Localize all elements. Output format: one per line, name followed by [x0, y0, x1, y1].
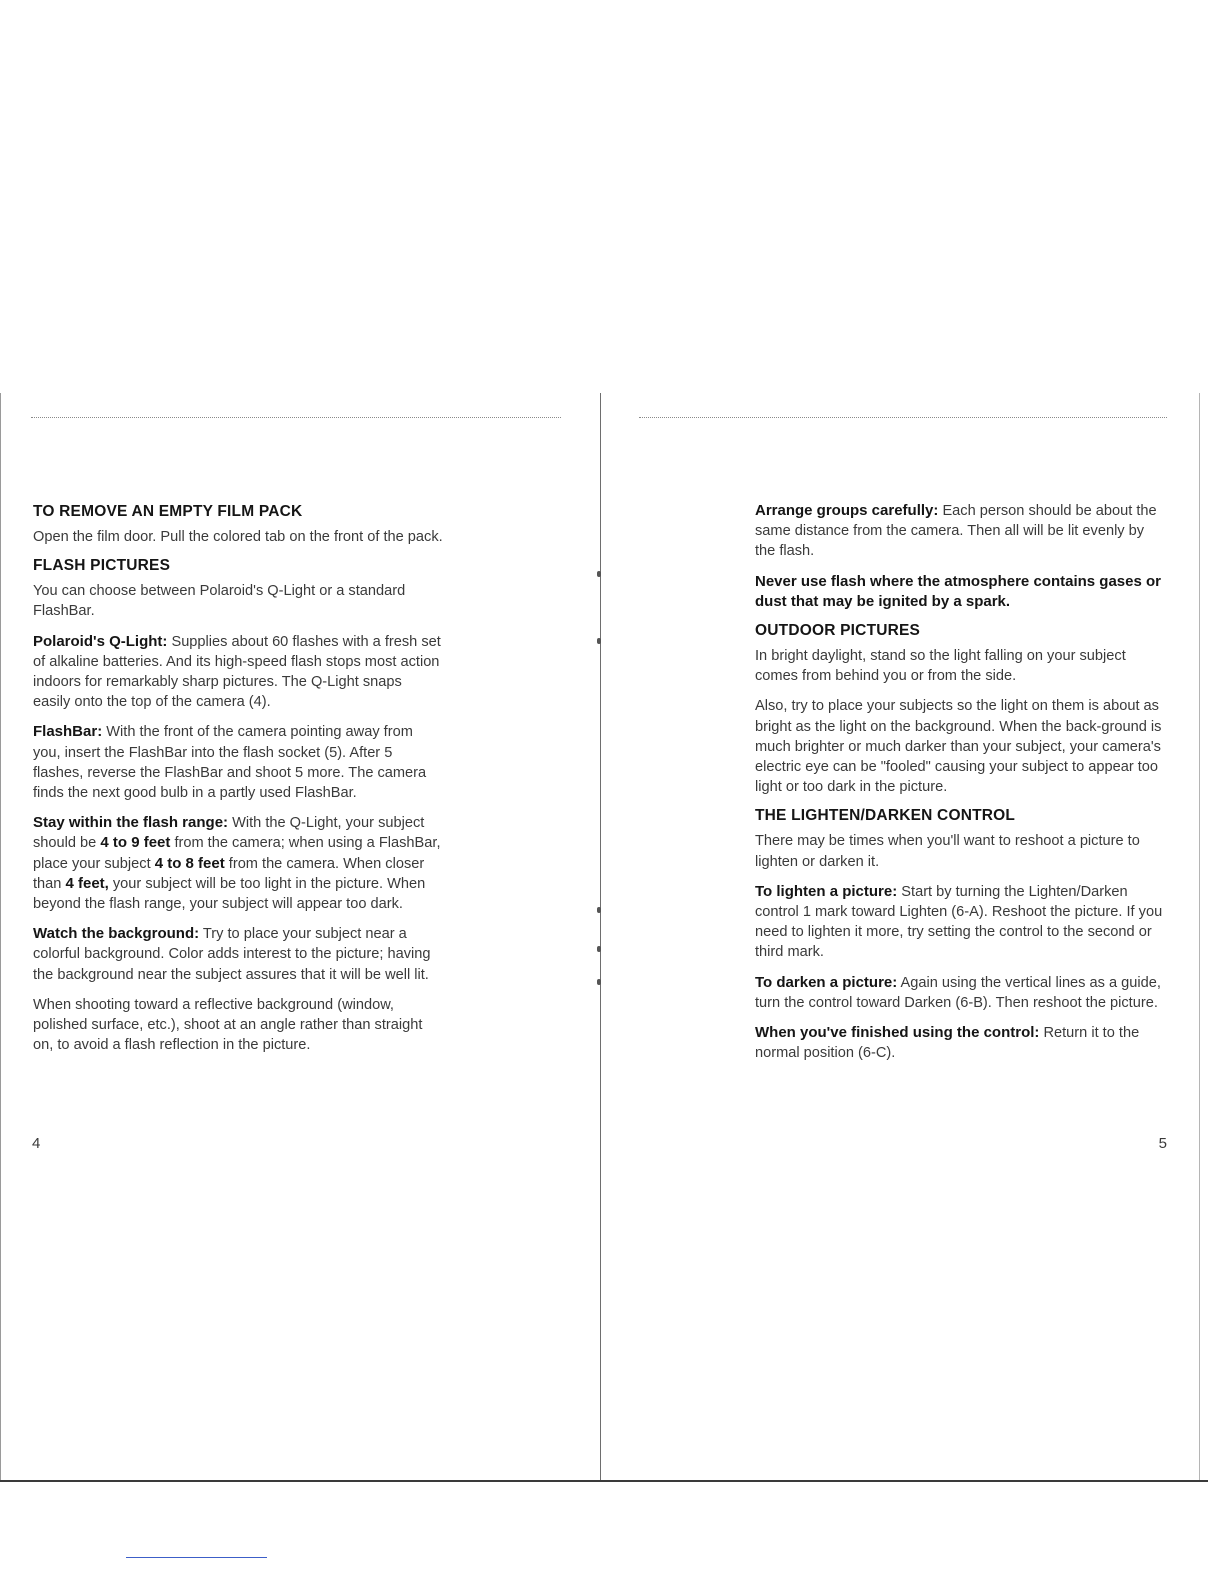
background-paragraph [33, 924, 443, 985]
flash-range-paragraph [33, 813, 443, 914]
page-left [0, 393, 601, 1482]
reflective-background-text: When shooting toward a reflective background (window, polished surface, etc.), shoot at an angle rather than straight on, to avoid a flash reflection in the picture. [33, 996, 423, 1054]
flashbar-text: With the front of the camera pointing away from you, insert the FlashBar into the flash socket (5). After 5 flashes, reverse the FlashBar and shoot 5 more. The camera finds the next good bulb in a partly used FlashBar. [33, 724, 427, 802]
lighten-paragraph [755, 882, 1167, 963]
page-right [600, 393, 1200, 1482]
groups-text: Each person should be about the same distance from the camera. Then all will be lit evenly by the flash. [755, 503, 1157, 560]
binding-mark [597, 907, 601, 913]
binding-mark [597, 946, 601, 952]
flash-range-flashbar-distance: 4 to 8 feet [154, 854, 225, 872]
flash-range-qlight-distance: 4 to 9 feet [100, 834, 171, 852]
flash-range-text-1: With the Q-Light, your subject should be [33, 815, 425, 852]
scan-footer-line [126, 1557, 267, 1558]
qlight-text: Supplies about 60 flashes with a fresh set of alkaline batteries. And its high-speed flash stops most action indoors for remarkably sharp pictures. The Q-Light snaps easily onto the top of the camera (4). [33, 633, 441, 711]
darken-lead: To darken a picture: [755, 973, 898, 991]
finished-text: Return it to the normal position (6-C). [755, 1025, 1140, 1062]
groups-paragraph [755, 501, 1167, 562]
spread-bottom-edge [0, 1480, 1208, 1482]
outdoor-text-2: Also, try to place your subjects so the light on them is about as bright as the light on the background. When the back-ground is much brighter or much darker than your subject, your camera's electric eye can be "fooled" causing your subject to appear too light or too dark in the picture. [755, 698, 1162, 796]
darken-paragraph [755, 973, 1167, 1013]
page-number-right: 5 [1158, 1135, 1167, 1152]
flash-range-text-3: from the camera. When closer than [33, 855, 425, 892]
control-intro-text: There may be times when you'll want to reshoot a picture to lighten or darken it. [755, 833, 1140, 870]
flash-range-lead: Stay within the flash range: [33, 814, 229, 832]
finished-lead: When you've finished using the control: [755, 1024, 1040, 1042]
background-text: Try to place your subject near a colorful background. Color adds interest to the picture; having the background near the subject assures that it will be well lit. [33, 926, 431, 983]
flash-range-text-4: your subject will be too light in the picture. When beyond the flash range, your subject will appear too dark. [33, 875, 426, 913]
binding-mark [597, 638, 601, 644]
groups-lead: Arrange groups carefully: [755, 502, 939, 519]
flashbar-lead: FlashBar: [33, 723, 103, 741]
heading-remove-film-pack: TO REMOVE AN EMPTY FILM PACK [33, 503, 303, 520]
left-column [33, 503, 443, 1065]
page-number-left: 4 [32, 1135, 41, 1152]
finished-paragraph [755, 1023, 1167, 1063]
lighten-lead: To lighten a picture: [755, 882, 898, 900]
qlight-paragraph [33, 632, 443, 713]
manual-spread [0, 393, 1224, 1482]
binding-mark [597, 979, 601, 985]
qlight-lead: Polaroid's Q-Light: [33, 632, 168, 650]
darken-text: Again using the vertical lines as a guide, turn the control toward Darken (6-B). Then reshoot the picture. [755, 974, 1161, 1011]
top-rule [31, 417, 561, 418]
heading-lighten-darken-control: THE LIGHTEN/DARKEN CONTROL [755, 807, 1016, 825]
flash-range-text-2: from the camera; when using a FlashBar, place your subject [33, 835, 441, 872]
right-column [755, 501, 1167, 1073]
flash-pictures-text: You can choose between Polaroid's Q-Light or a standard FlashBar. [33, 583, 406, 620]
remove-film-pack-text: Open the film door. Pull the colored tab on the front of the pack. [33, 529, 443, 545]
heading-outdoor-pictures: OUTDOOR PICTURES [755, 622, 921, 640]
flashbar-paragraph [33, 722, 443, 803]
outdoor-text-1: In bright daylight, stand so the light falling on your subject comes from behind you or from the side. [755, 648, 1126, 685]
top-rule [639, 417, 1167, 418]
flash-warning: Never use flash where the atmosphere contains gases or dust that may be ignited by a spark. [755, 572, 1161, 610]
background-lead: Watch the background: [33, 925, 200, 943]
binding-mark [597, 571, 601, 577]
flash-range-min-distance: 4 feet, [65, 874, 109, 892]
lighten-text: Start by turning the Lighten/Darken control 1 mark toward Lighten (6-A). Reshoot the picture. If you need to lighten it more, try setting the control to the second or third mark. [755, 883, 1163, 961]
heading-flash-pictures: FLASH PICTURES [33, 557, 171, 575]
